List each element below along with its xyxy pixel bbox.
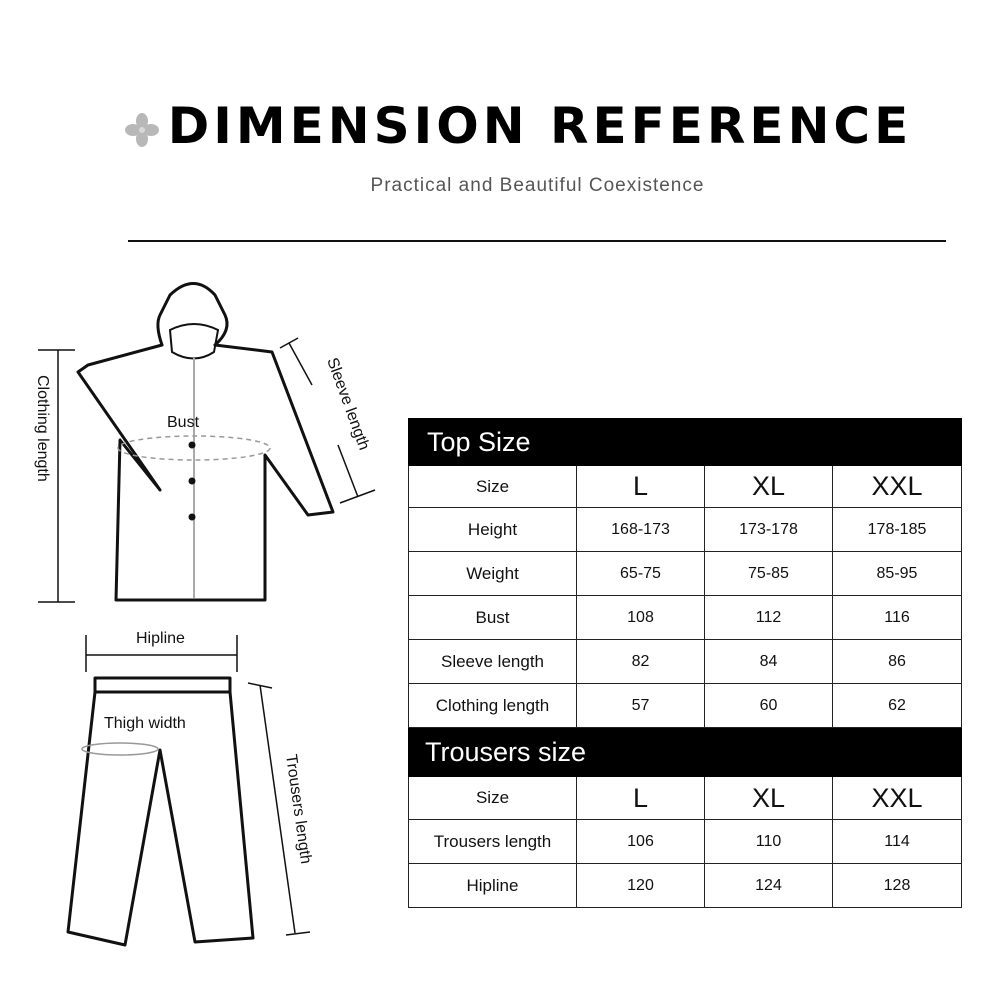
- row-label: Hipline: [409, 864, 577, 908]
- table-cell: 112: [705, 596, 833, 640]
- table-cell: 86: [833, 640, 962, 684]
- table-row: [409, 820, 962, 864]
- size-cell: XL: [705, 777, 833, 820]
- table-cell: 124: [705, 864, 833, 908]
- size-label: Size: [409, 466, 577, 508]
- button-dot: [189, 514, 196, 521]
- size-table: [408, 418, 962, 908]
- table-row: [409, 466, 962, 508]
- table-cell: 114: [833, 820, 962, 864]
- size-cell: XL: [705, 466, 833, 508]
- size-label: Size: [409, 777, 577, 820]
- thigh-width-label: Thigh width: [104, 715, 186, 732]
- table-cell: 65-75: [577, 552, 705, 596]
- size-cell: L: [577, 777, 705, 820]
- table-cell: 178-185: [833, 508, 962, 552]
- size-cell: L: [577, 466, 705, 508]
- trousers-length-label: Trousers length: [282, 753, 315, 866]
- trousers-size-header: [409, 728, 962, 777]
- sleeve-length-label: Sleeve length: [323, 355, 373, 453]
- page-title: DIMENSION REFERENCE: [167, 97, 913, 155]
- row-label: Clothing length: [409, 684, 577, 728]
- table-cell: 128: [833, 864, 962, 908]
- table-cell: 106: [577, 820, 705, 864]
- garment-diagram: [0, 0, 400, 1000]
- table-cell: 84: [705, 640, 833, 684]
- row-label: Trousers length: [409, 820, 577, 864]
- table-row: [409, 777, 962, 820]
- row-label: Weight: [409, 552, 577, 596]
- top-size-header: [409, 419, 962, 466]
- table-cell: 75-85: [705, 552, 833, 596]
- table-cell: 62: [833, 684, 962, 728]
- size-cell: XXL: [833, 777, 962, 820]
- jacket-outline: [78, 345, 333, 600]
- hipline-label: Hipline: [136, 630, 185, 647]
- bust-label: Bust: [167, 414, 200, 431]
- table-cell: 108: [577, 596, 705, 640]
- table-cell: 173-178: [705, 508, 833, 552]
- table-row: [409, 640, 962, 684]
- trousers-size-title: Trousers size: [425, 736, 587, 767]
- button-dot: [189, 478, 196, 485]
- table-row: [409, 864, 962, 908]
- table-cell: 116: [833, 596, 962, 640]
- row-label: Bust: [409, 596, 577, 640]
- table-cell: 60: [705, 684, 833, 728]
- table-cell: 110: [705, 820, 833, 864]
- size-cell: XXL: [833, 466, 962, 508]
- table-cell: 85-95: [833, 552, 962, 596]
- table-cell: 120: [577, 864, 705, 908]
- clothing-length-label: Clothing length: [34, 375, 51, 482]
- table-cell: 57: [577, 684, 705, 728]
- row-label: Sleeve length: [409, 640, 577, 684]
- button-dot: [189, 442, 196, 449]
- top-size-title: Top Size: [427, 426, 531, 457]
- table-cell: 168-173: [577, 508, 705, 552]
- table-row: [409, 596, 962, 640]
- row-label: Height: [409, 508, 577, 552]
- trousers-outline: [95, 678, 230, 692]
- thigh-marker: [82, 743, 158, 755]
- table-row: [409, 508, 962, 552]
- table-row: [409, 552, 962, 596]
- page-subtitle: Practical and Beautiful Coexistence: [370, 175, 705, 196]
- table-cell: 82: [577, 640, 705, 684]
- table-row: [409, 684, 962, 728]
